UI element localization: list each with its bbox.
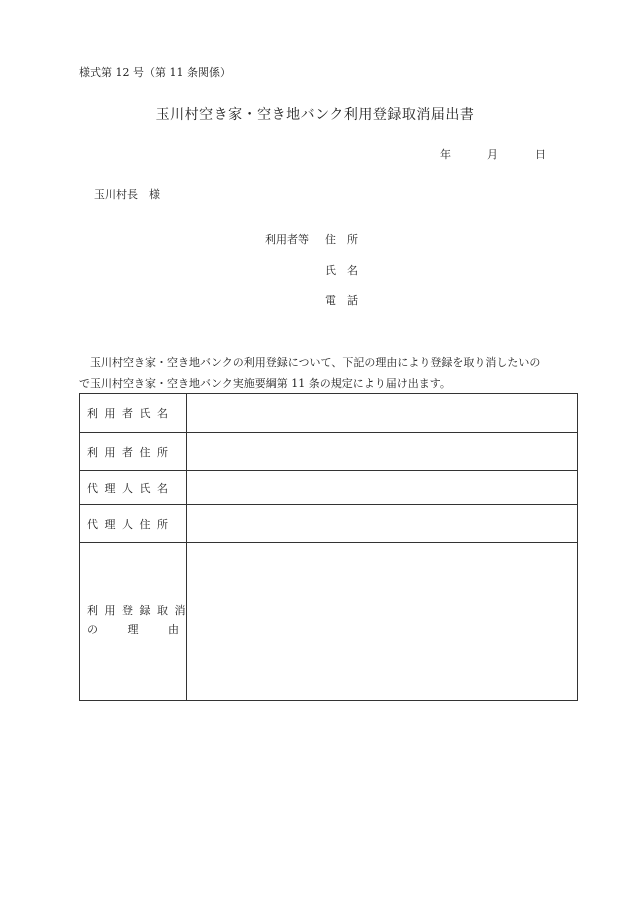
label-cell	[80, 433, 187, 470]
user-address-label: 利用者住所	[87, 445, 175, 459]
form-title: 玉川村空き家・空き地バンク利用登録取消届出書	[155, 107, 475, 123]
agent-name-label: 代理人氏名	[87, 481, 175, 495]
table-row	[80, 543, 577, 700]
table-row	[80, 394, 577, 433]
label-cell	[80, 471, 187, 504]
reason-label-part: の	[87, 623, 98, 636]
applicant-address-label: 住 所	[325, 233, 358, 246]
user-address-field[interactable]	[187, 433, 577, 470]
date-day-label: 日	[535, 148, 546, 161]
user-name-field[interactable]	[187, 394, 577, 432]
table-row	[80, 505, 577, 543]
cancellation-reason-label	[87, 601, 192, 639]
applicant-label: 利用者等	[265, 233, 309, 246]
agent-address-label: 代理人住所	[87, 517, 175, 531]
agent-address-field[interactable]	[187, 505, 577, 542]
date-year-label: 年	[440, 148, 451, 161]
form-number: 様式第 12 号（第 11 条関係）	[79, 66, 231, 79]
user-name-label: 利用者氏名	[87, 407, 175, 420]
applicant-name-label: 氏 名	[325, 264, 358, 277]
cancellation-table	[79, 393, 578, 701]
label-cell	[80, 394, 187, 432]
statement-line-1: 玉川村空き家・空き地バンクの利用登録について、下記の理由により登録を取り消したいの	[90, 356, 541, 369]
reason-label-part: 理	[127, 623, 139, 636]
reason-label-line-2	[87, 620, 179, 639]
reason-label-part: 由	[168, 623, 179, 636]
applicant-phone-label: 電 話	[325, 294, 358, 307]
cancellation-reason-field[interactable]	[187, 543, 577, 700]
label-cell	[80, 505, 187, 542]
agent-name-field[interactable]	[187, 471, 577, 504]
table-row	[80, 433, 577, 471]
reason-label-line-1: 利用登録取消	[87, 604, 192, 617]
statement-line-2: で玉川村空き家・空き地バンク実施要綱第 11 条の規定により届け出ます。	[79, 377, 451, 390]
date-month-label: 月	[487, 148, 498, 161]
table-row	[80, 471, 577, 505]
addressee: 玉川村長 様	[94, 188, 160, 201]
label-cell	[80, 543, 192, 700]
